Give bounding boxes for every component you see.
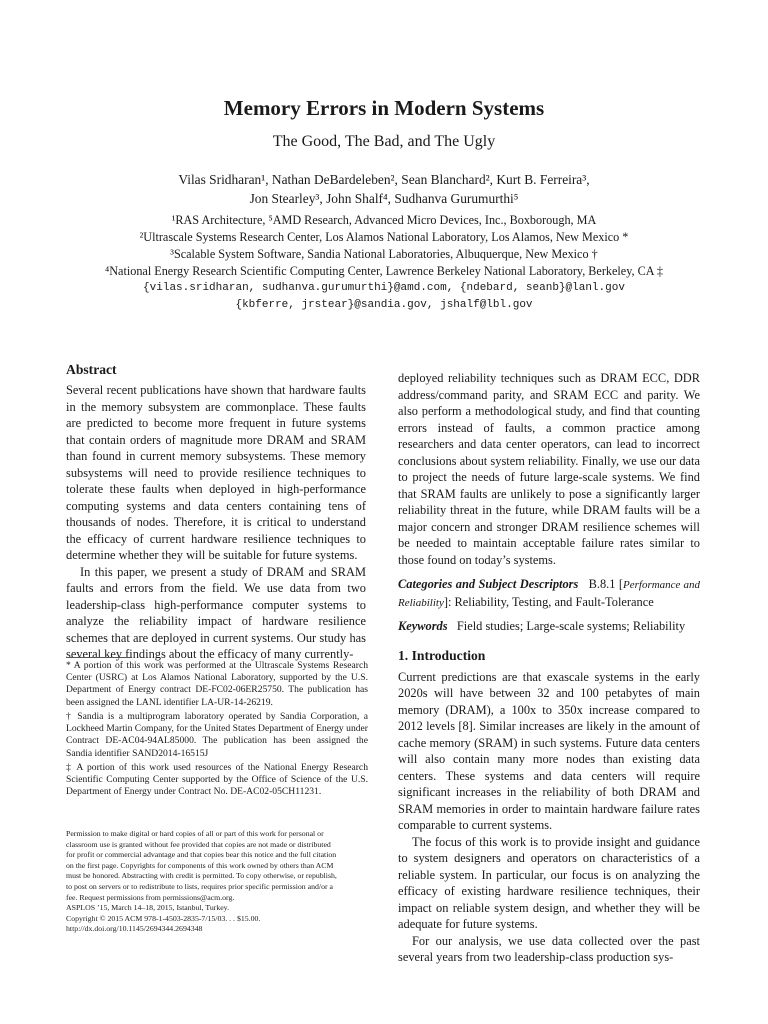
- paper-title: Memory Errors in Modern Systems: [223, 96, 545, 120]
- conference-line: ASPLOS ’15, March 14–18, 2015, Istanbul, Turkey.: [66, 903, 230, 913]
- footnote-separator: [66, 657, 132, 658]
- email-line-2: {kbferre, jrstear}@sandia.gov, jshalf@lbl.gov: [235, 299, 533, 311]
- paper-subtitle: The Good, The Bad, and The Ugly: [272, 133, 496, 150]
- permission-line: to post on servers or to redistribute to lists, requires prior specific permission and/or a: [66, 881, 333, 891]
- introduction-paragraph-3: For our analysis, we use data collected over the past several years from two leadership-class production sys-: [398, 933, 700, 964]
- categories-rest: ]: Reliability, Testing, and Fault-Tolerance: [443, 594, 654, 609]
- permission-line: on the first page. Copyrights for components of this work owned by others than ACM: [66, 860, 334, 870]
- categories-code: B.8.1 [: [588, 577, 623, 591]
- affiliation-4: ⁴National Energy Research Scientific Computing Center, Lawrence Berkeley National Laboratory, Berkeley, CA ‡: [105, 264, 663, 278]
- footnote-1: * A portion of this work was performed at the Ultrascale Systems Research Center (USRC) at Los Alamos National Laboratory, supported by the U.S. Department of Energy contract DE-FC02-06ER25750. The publication has been assigned the LANL identifier LA-UR-14-26219.: [66, 660, 368, 708]
- copyright-line: Copyright © 2015 ACM 978-1-4503-2835-7/15/03. . . $15.00.: [66, 913, 261, 923]
- permission-line: classroom use is granted without fee provided that copies are not made or distributed: [66, 839, 331, 849]
- abstract-paragraph-2: In this paper, we present a study of DRAM and SRAM faults and errors from the field. We use data from two leadership-class high-performance computer systems to analyze the reliability impact of hardware resilience schemes that are deployed in current systems. Our study has several key findings about the efficacy of many currently-: [66, 564, 366, 661]
- keywords-text: Field studies; Large-scale systems; Reliability: [456, 619, 686, 633]
- introduction-heading: 1. Introduction: [398, 647, 486, 663]
- footnote-3: ‡ A portion of this work used resources of the National Energy Research Scientific Computing Center supported by the Office of Science of the U.S. Department of Energy under Contract No. DE-AC02-05CH11231.: [66, 762, 368, 798]
- author-line-1: Vilas Sridharan¹, Nathan DeBardeleben², Sean Blanchard², Kurt B. Ferreira³,: [178, 172, 590, 187]
- keywords-paragraph: [398, 618, 700, 635]
- right-column: [398, 370, 700, 966]
- abstract-paragraph-2-continued: deployed reliability techniques such as DRAM ECC, DDR address/command parity, and SRAM ECC and parity. We also perform a methodological study, and find that counting errors instead of faults, a common practice among researchers and data center operators, can lead to incorrect conclusions about system reliability. Finally, we use our data to project the needs of future large-scale systems. We find that SRAM faults are unlikely to pose a significantly larger reliability threat in the future, while DRAM faults will be a major concern and stronger DRAM resilience schemes will be needed to maintain acceptable failure rates similar to those found on today’s systems.: [398, 371, 700, 567]
- left-column: [66, 361, 366, 663]
- permission-line: must be honored. Abstracting with credit is permitted. To copy otherwise, or republish,: [66, 871, 337, 881]
- introduction-paragraph-2: The focus of this work is to provide insight and guidance to system designers and operators on characteristics of a reliable system. In particular, our focus is on analyzing the efficacy of existing hardware resilience techniques, their impact on reliable system design, and whether they will be adequate for future systems.: [398, 834, 700, 931]
- permission-line: Permission to make digital or hard copies of all or part of this work for personal or: [66, 829, 324, 838]
- affiliation-1: ¹RAS Architecture, ⁵AMD Research, Advanced Micro Devices, Inc., Boxborough, MA: [171, 213, 597, 227]
- permission-line: for profit or commercial advantage and that copies bear this notice and the full citation: [66, 850, 337, 860]
- affiliation-3: ³Scalable System Software, Sandia National Laboratories, Albuquerque, New Mexico †: [170, 247, 598, 261]
- author-list: [0, 170, 768, 208]
- categories-area: Performance and Reliability: [398, 579, 701, 609]
- permission-notice: [66, 829, 366, 935]
- categories-paragraph: [398, 576, 700, 611]
- categories-label: Categories and Subject Descriptors: [398, 577, 579, 591]
- author-line-2: Jon Stearley³, John Shalf⁴, Sudhanva Gurumurthi⁵: [249, 191, 519, 206]
- introduction-paragraph-1: Current predictions are that exascale systems in the early 2020s will have between 32 and 100 petabytes of main memory (DRAM), a 100x to 350x increase compared to 2012 levels [8]. Similar increases are likely in the amount of cache memory (SRAM) in such systems. Future data centers will also contain many more nodes than existing data centers. These systems and data centers will require significant increases in the reliability of both DRAM and SRAM memories in order to maintain hardware failure rates comparable to current systems.: [398, 669, 700, 832]
- keywords-label: Keywords: [398, 619, 448, 633]
- footnote-2: † Sandia is a multiprogram laboratory operated by Sandia Corporation, a Lockheed Martin Company, for the United States Department of Energy under Contract DE-AC04-94AL85000. The publication has been assigned the Sandia identifier SAND2014-16515J: [66, 711, 368, 759]
- affiliation-list: [0, 212, 768, 314]
- abstract-paragraph-1: Several recent publications have shown that hardware faults in the memory subsystem are commonplace. These faults are predicted to become more frequent in future systems that contain orders of magnitude more DRAM and SRAM than found in current memory subsystems. These memory subsystems will need to provide resilience techniques to tolerate these faults when deployed in high-performance computing systems and data centers containing tens of thousands of nodes. Therefore, it is critical to understand the efficacy of current hardware resilience techniques to determine whether they will be suitable for future systems.: [66, 383, 366, 562]
- abstract-heading: Abstract: [66, 362, 117, 377]
- affiliation-2: ²Ultrascale Systems Research Center, Los Alamos National Laboratory, Los Alamos, New Mexico *: [139, 230, 629, 244]
- permission-line: fee. Request permissions from permissions@acm.org.: [66, 892, 235, 902]
- email-line-1: {vilas.sridharan, sudhanva.gurumurthi}@amd.com, {ndebard, seanb}@lanl.gov: [143, 282, 625, 294]
- doi-line: http://dx.doi.org/10.1145/2694344.2694348: [66, 924, 203, 934]
